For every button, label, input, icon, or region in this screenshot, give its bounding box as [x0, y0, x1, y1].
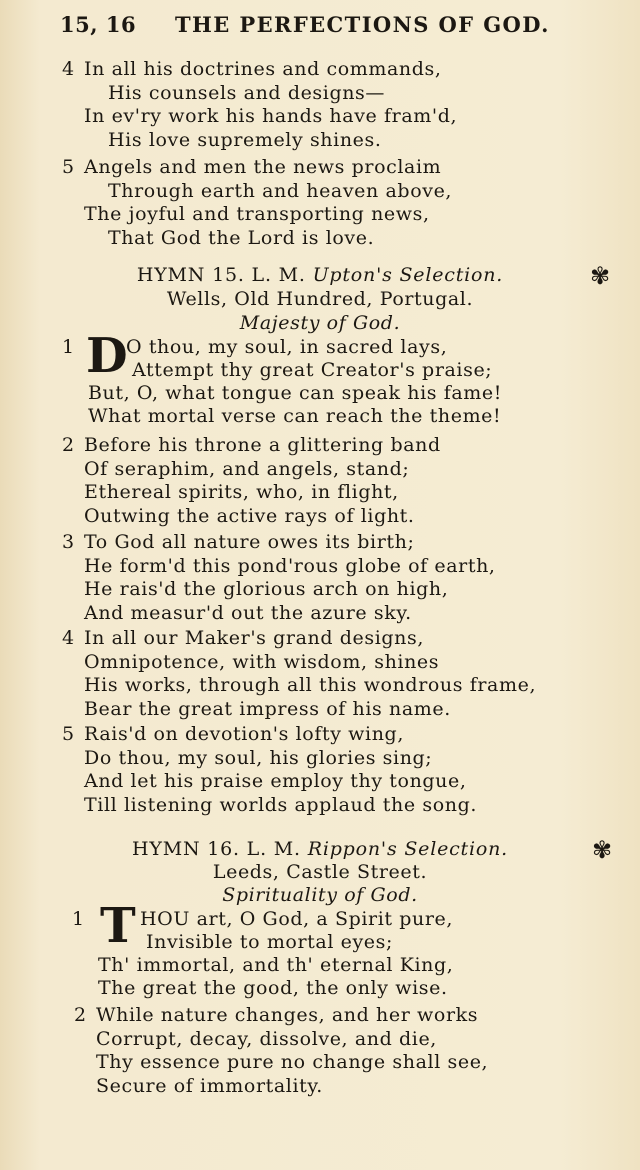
verse-line: And measur'd out the azure sky.: [84, 601, 412, 624]
hymn-number-meter: HYMN 15. L. M.: [136, 264, 306, 286]
hymn-16-heading: [60, 838, 580, 862]
verse-number: 3: [62, 531, 75, 553]
verse-line: Th' immortal, and th' eternal King,: [98, 954, 454, 976]
verse-line: The joyful and transporting news,: [84, 203, 430, 225]
page-title: THE PERFECTIONS OF GOD.: [175, 12, 550, 37]
verse-prev-4: [62, 58, 622, 152]
verse-line: Secure of immortality.: [96, 1074, 323, 1097]
printer-ornament-icon: ✾: [590, 262, 611, 290]
verse-line: But, O, what tongue can speak his fame!: [88, 382, 502, 404]
verse-number: 1: [72, 908, 85, 930]
hymn-15-heading: [60, 264, 580, 288]
drop-cap: T: [100, 898, 136, 954]
hymn-15-verse-4: [62, 627, 622, 721]
verse-number: 5: [62, 723, 75, 745]
hymn-15-tunes: Wells, Old Hundred, Portugal.: [166, 288, 474, 310]
verse-line: Invisible to mortal eyes;: [146, 931, 394, 953]
running-header: [60, 12, 560, 44]
verse-number: 2: [74, 1004, 87, 1026]
verse-line: His counsels and designs—: [108, 81, 386, 104]
verse-line: He rais'd the glorious arch on high,: [84, 578, 449, 600]
hymn-number-meter: HYMN 16. L. M.: [132, 838, 301, 860]
verse-line: His love supremely shines.: [108, 128, 382, 151]
verse-line: Through earth and heaven above,: [108, 179, 453, 202]
verse-line: While nature changes, and her works: [96, 1004, 479, 1026]
verse-line: In all his doctrines and commands,: [84, 58, 442, 80]
verse-number: 1: [62, 336, 75, 358]
verse-line: HOU art, O God, a Spirit pure,: [140, 908, 454, 930]
hymn-15-verse-3: [62, 531, 622, 625]
verse-line: Of seraphim, and angels, stand;: [84, 457, 410, 480]
page-numbers: 15, 16: [60, 12, 137, 37]
verse-line: Omnipotence, with wisdom, shines: [84, 650, 440, 673]
verse-line: That God the Lord is love.: [108, 226, 375, 249]
hymn-15-verse-5: [62, 723, 622, 817]
hymn-source: Upton's Selection.: [312, 264, 504, 286]
verse-number: 4: [62, 58, 75, 80]
verse-line: Bear the great impress of his name.: [84, 697, 451, 720]
verse-line: Angels and men the news proclaim: [84, 156, 442, 178]
verse-line: And let his praise employ thy tongue,: [84, 770, 467, 792]
hymn-source: Rippon's Selection.: [307, 838, 508, 860]
verse-line: In ev'ry work his hands have fram'd,: [84, 105, 458, 127]
hymn-16-subject: Spirituality of God.: [222, 884, 418, 906]
verse-line: O thou, my soul, in sacred lays,: [126, 336, 448, 358]
verse-prev-5: [62, 156, 622, 250]
verse-line: Till listening worlds applaud the song.: [84, 793, 477, 816]
verse-number: 5: [62, 156, 75, 178]
verse-line: Thy essence pure no change shall see,: [96, 1051, 489, 1073]
verse-number: 4: [62, 627, 75, 649]
verse-line: What mortal verse can reach the theme!: [88, 405, 502, 427]
verse-line: He form'd this pond'rous globe of earth,: [84, 554, 496, 577]
printer-ornament-icon: ✾: [592, 836, 613, 864]
verse-line: Ethereal spirits, who, in flight,: [84, 481, 399, 503]
hymn-15-verse-2: [62, 434, 622, 528]
verse-line: Corrupt, decay, dissolve, and die,: [96, 1027, 437, 1050]
verse-line: His works, through all this wondrous frame,: [84, 674, 537, 696]
verse-line: Outwing the active rays of light.: [84, 504, 415, 527]
verse-line: The great the good, the only wise.: [98, 977, 448, 999]
drop-cap: D: [86, 328, 128, 384]
verse-line: Rais'd on devotion's lofty wing,: [84, 723, 404, 745]
hymn-15-subject: Majesty of God.: [239, 312, 401, 334]
verse-line: Before his throne a glittering band: [84, 434, 441, 456]
verse-number: 2: [62, 434, 75, 456]
verse-line: Do thou, my soul, his glories sing;: [84, 746, 433, 769]
verse-line: Attempt thy great Creator's praise;: [132, 359, 493, 381]
hymn-16-verse-2: [74, 1004, 634, 1098]
hymn-16-tunes: Leeds, Castle Street.: [212, 861, 428, 883]
verse-line: To God all nature owes its birth;: [84, 531, 415, 553]
verse-line: In all our Maker's grand designs,: [84, 627, 424, 649]
